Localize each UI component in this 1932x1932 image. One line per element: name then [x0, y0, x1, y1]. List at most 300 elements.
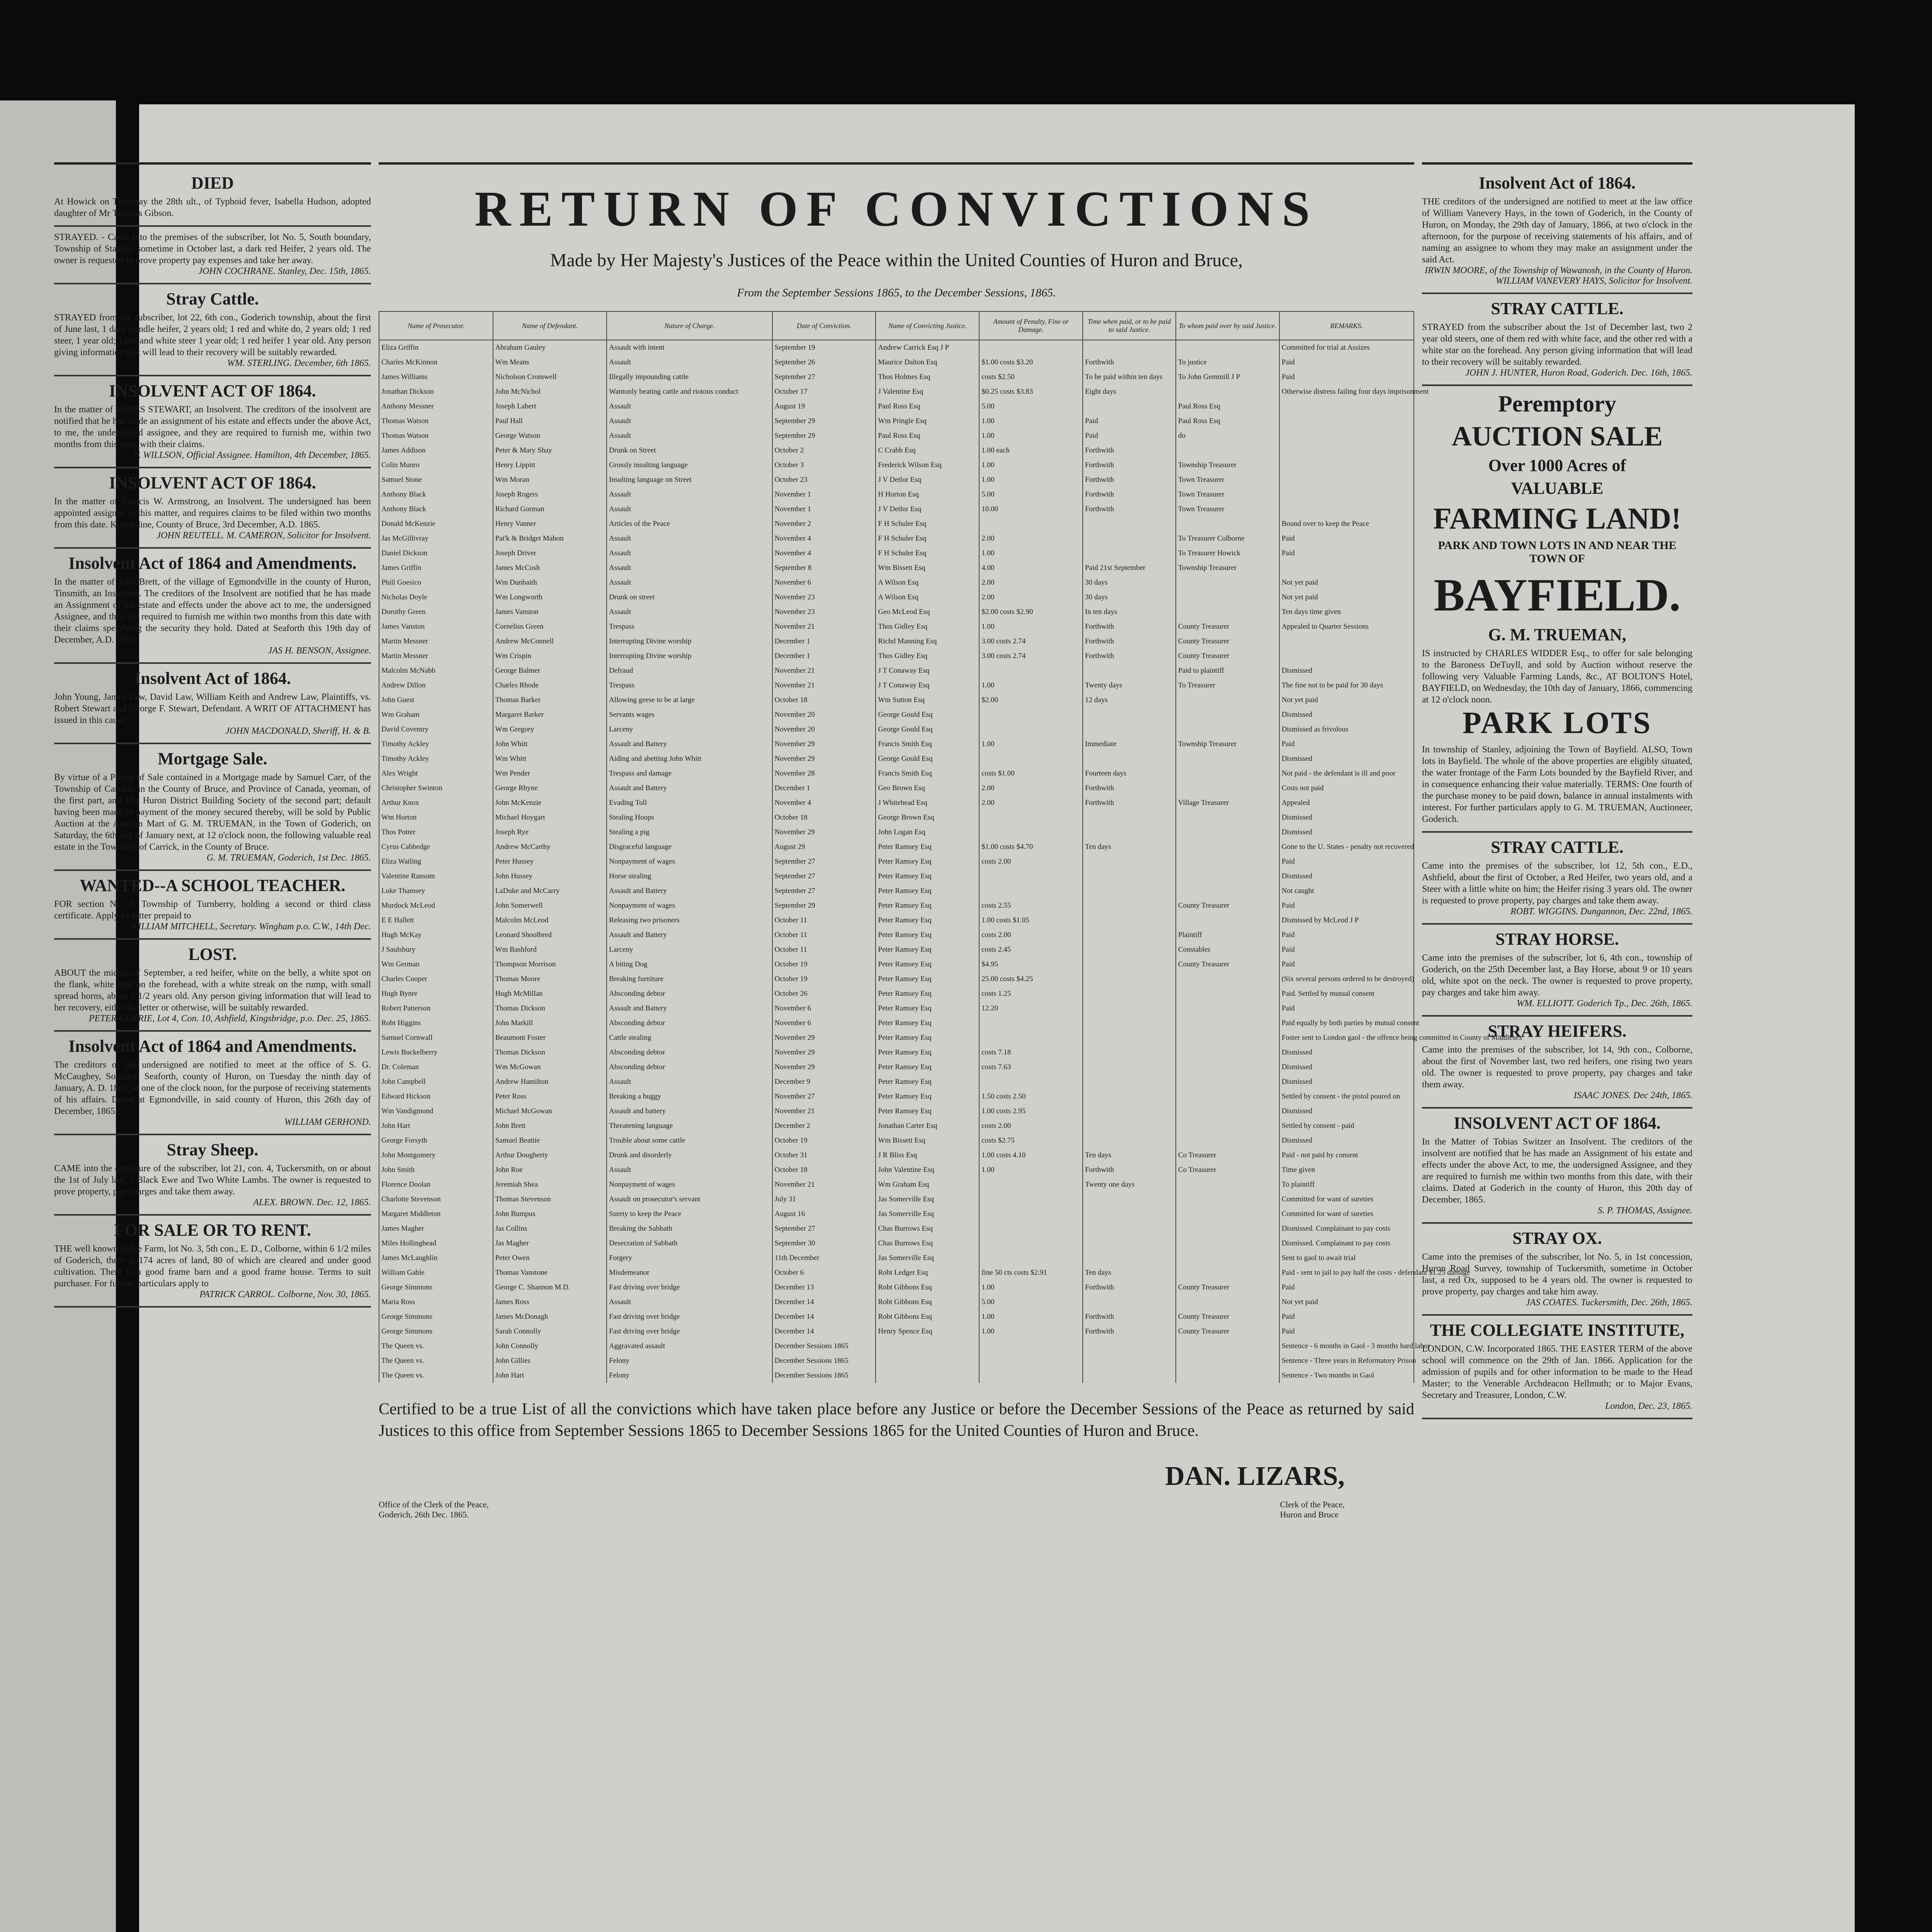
table-cell: Illegally impounding cattle — [607, 370, 772, 384]
table-cell: 1.00 — [979, 1310, 1083, 1324]
table-cell: December Sessions 1865 — [772, 1339, 876, 1354]
table-cell — [1279, 429, 1414, 443]
table-cell: George Simmons — [379, 1310, 493, 1324]
ad-heading: INSOLVENT ACT OF 1864. — [109, 381, 316, 400]
table-cell: Francis Smith Esq — [876, 766, 979, 781]
table-cell: Forthwith — [1083, 649, 1176, 663]
table-cell — [1176, 913, 1279, 928]
table-cell: Paid — [1279, 737, 1414, 752]
table-cell: Peter Ramsey Esq — [876, 942, 979, 957]
table-cell: September 8 — [772, 561, 876, 575]
table-cell: September 29 — [772, 414, 876, 429]
table-cell: Assault — [607, 531, 772, 546]
table-cell: Jas McGillivray — [379, 531, 493, 546]
table-cell: Wm Dunbaith — [493, 575, 607, 590]
table-cell: George Watson — [493, 429, 607, 443]
table-cell: Cornelius Green — [493, 619, 607, 634]
table-cell: Hugh McMillan — [493, 986, 607, 1001]
table-cell — [1083, 884, 1176, 898]
insolvent-notice — [1422, 168, 1692, 294]
table-cell: Ten days — [1083, 1148, 1176, 1163]
table-cell: Peter Ramsey Esq — [876, 1075, 979, 1089]
table-cell: 1.00 — [979, 414, 1083, 429]
table-cell — [1176, 752, 1279, 766]
table-cell — [1176, 707, 1279, 722]
table-cell: Forgery — [607, 1251, 772, 1265]
table-cell: November 23 — [772, 590, 876, 605]
table-cell: 12.20 — [979, 1001, 1083, 1016]
table-cell: November 29 — [772, 1060, 876, 1075]
table-cell: Not yet paid — [1279, 1295, 1414, 1310]
table-cell: December 14 — [772, 1310, 876, 1324]
table-cell: December 2 — [772, 1119, 876, 1133]
table-cell: 2.00 — [979, 590, 1083, 605]
table-cell: September 27 — [772, 854, 876, 869]
table-cell: November 27 — [772, 1089, 876, 1104]
table-row — [379, 1016, 1414, 1031]
table-cell — [1176, 810, 1279, 825]
table-cell: Not paid - the defendant is ill and poor — [1279, 766, 1414, 781]
table-cell: Beaumont Foster — [493, 1031, 607, 1045]
ad-body: STRAYED from the subscriber about the 1st of December last, two 2 year old steers, one of them red with white face, and the other red with a white star on the forehead. Any person giving information that will lead to their recovery will be suitably rewarded. — [1422, 322, 1692, 367]
table-cell: 1.00 — [979, 1280, 1083, 1295]
table-cell: Co Treasurer — [1176, 1163, 1279, 1177]
advertisement — [1422, 1224, 1692, 1316]
table-cell: $4.95 — [979, 957, 1083, 972]
advertisement — [1422, 1017, 1692, 1109]
table-cell: Forthwith — [1083, 1163, 1176, 1177]
table-cell: October 19 — [772, 972, 876, 986]
table-cell: Thomas Barker — [493, 693, 607, 707]
table-cell: September 26 — [772, 355, 876, 370]
table-cell: James Ross — [493, 1295, 607, 1310]
table-cell: J Valentine Esq — [876, 384, 979, 399]
table-cell — [1176, 1295, 1279, 1310]
table-cell: Thos Gidley Esq — [876, 619, 979, 634]
table-cell: Assault on prosecutor's servant — [607, 1192, 772, 1207]
table-row — [379, 1236, 1414, 1251]
table-cell: To Treasurer Colborne — [1176, 531, 1279, 546]
ad-body: At Howick on Thursday the 28th ult., of Typhoid fever, Isabella Hudson, adopted daughter of Mr Thomas Gibson. — [54, 197, 371, 218]
table-cell: Thomas Dickson — [493, 1001, 607, 1016]
table-cell — [979, 663, 1083, 678]
table-cell: costs $1.00 — [979, 766, 1083, 781]
table-cell: Dismissed — [1279, 1060, 1414, 1075]
table-cell: Nonpayment of wages — [607, 898, 772, 913]
table-cell: 12 days — [1083, 693, 1176, 707]
table-cell: Jonathan Carter Esq — [876, 1119, 979, 1133]
park-lots-body: In township of Stanley, adjoining the Town of Bayfield. ALSO, Town lots in Bayfield. The whole of the above properties are eligibly situated, the water frontage of the Farm Lots bounded by the Bayfield River, and in consequence enhancing their value materially. TERMS: One fourth of the purchase money to be paid down, balance in annual instalments with interest. For further particulars apply to G. M. TRUEMAN, Auctioneer, Goderich. — [1422, 745, 1692, 824]
ad-heading: Mortgage Sale. — [158, 749, 267, 768]
table-cell: Trespass and damage — [607, 766, 772, 781]
table-cell: Robt Gibbons Esq — [876, 1295, 979, 1310]
table-cell: Wm Horton — [379, 810, 493, 825]
table-cell: J V Detlor Esq — [876, 502, 979, 517]
table-cell: Valentine Ransom — [379, 869, 493, 884]
table-cell: J T Conaway Esq — [876, 663, 979, 678]
table-cell — [1083, 810, 1176, 825]
table-row — [379, 1192, 1414, 1207]
table-cell — [1083, 546, 1176, 561]
table-cell: To justice — [1176, 355, 1279, 370]
ad-body: In the matter of John Brett, of the village of Egmondville in the county of Huron, Tinsmith, an Insolvent. The creditors of the Insolvent are notified that he has made an Assignment of his estate and effects under the above act to me, the undersigned Assignee, and they are required to furnish me within two months from this date with their claims specifying the security they hold. Dated at Seaforth this 19th day of December, A.D. 1865. — [54, 577, 371, 645]
table-cell — [979, 1016, 1083, 1031]
table-cell: Wm Graham Esq — [876, 1177, 979, 1192]
table-row — [379, 340, 1414, 355]
table-cell: 2.00 — [979, 781, 1083, 796]
ad-heading: THE COLLEGIATE INSTITUTE, — [1430, 1321, 1685, 1340]
table-cell: Frederick Wilson Esq — [876, 458, 979, 473]
table-cell: 25.00 costs $4.25 — [979, 972, 1083, 986]
table-cell: Peter Ramsey Esq — [876, 928, 979, 942]
table-cell: December 9 — [772, 1075, 876, 1089]
table-cell: 1.00 costs 4.10 — [979, 1148, 1083, 1163]
ad-signature: ALEX. BROWN. Dec. 12, 1865. — [253, 1197, 371, 1208]
advertisement — [54, 284, 371, 376]
table-cell: Forthwith — [1083, 355, 1176, 370]
table-cell: costs 1.25 — [979, 986, 1083, 1001]
table-cell — [1279, 561, 1414, 575]
table-cell: Forthwith — [1083, 458, 1176, 473]
table-cell: Forthwith — [1083, 443, 1176, 458]
table-cell — [1083, 1016, 1176, 1031]
table-cell: Paid - sent to jail to pay half the costs - defendant $1.25 damage — [1279, 1265, 1414, 1280]
table-cell: 1.00 costs $1.05 — [979, 913, 1083, 928]
table-cell: November 29 — [772, 737, 876, 752]
table-cell: Henry Lippitt — [493, 458, 607, 473]
table-cell — [1083, 898, 1176, 913]
table-row — [379, 634, 1414, 649]
ad-body: STRAYED from the subscriber, lot 22, 6th con., Goderich township, about the first of June last, 1 dark brindle heifer, 2 years old; 1 red and white do, 2 years old; 1 red steer, 1 year old; 1 red and white steer 1 year old; 1 red heifer 1 year old. Any person giving information that will lead to their recovery will be suitably rewarded. — [54, 313, 371, 357]
table-cell: E E Hallett — [379, 913, 493, 928]
table-cell: Breaking a buggy — [607, 1089, 772, 1104]
table-row — [379, 1354, 1414, 1368]
table-cell: George Balmer — [493, 663, 607, 678]
table-cell — [1279, 487, 1414, 502]
table-row — [379, 1001, 1414, 1016]
table-cell: $1.00 costs $3.20 — [979, 355, 1083, 370]
table-cell: Abraham Gauley — [493, 340, 607, 355]
table-cell: October 11 — [772, 942, 876, 957]
table-row — [379, 1133, 1414, 1148]
table-cell: Wm Bashford — [493, 942, 607, 957]
table-cell: Martin Messner — [379, 649, 493, 663]
table-cell — [1083, 399, 1176, 414]
table-cell: September 27 — [772, 1221, 876, 1236]
table-cell: Not yet paid — [1279, 575, 1414, 590]
table-cell: Assault — [607, 1163, 772, 1177]
advertisement — [1422, 1109, 1692, 1224]
table-cell — [979, 517, 1083, 531]
table-cell: November 29 — [772, 825, 876, 840]
advertisement — [54, 1135, 371, 1216]
table-cell: Assault and battery — [607, 1104, 772, 1119]
ad-body: John Young, James Law, David Law, William Keith and Andrew Law, Plaintiffs, vs. Robert Stewart and George F. Stewart, Defendant. A WRIT OF ATTACHMENT has issued in this cause. — [54, 692, 371, 725]
table-row — [379, 546, 1414, 561]
table-cell — [1083, 869, 1176, 884]
table-cell — [876, 1339, 979, 1354]
table-cell — [1083, 722, 1176, 737]
table-cell: October 17 — [772, 384, 876, 399]
table-cell: Wm Longworth — [493, 590, 607, 605]
table-cell: Wm Moran — [493, 473, 607, 487]
table-cell: $0.25 costs $3.83 — [979, 384, 1083, 399]
table-cell: Paid — [1279, 370, 1414, 384]
table-cell: Anthony Black — [379, 502, 493, 517]
table-cell — [1083, 1089, 1176, 1104]
table-cell: Wm Crispin — [493, 649, 607, 663]
table-cell: Timothy Ackley — [379, 737, 493, 752]
table-cell: Allowing geese to be at large — [607, 693, 772, 707]
table-cell: Robt Gibbons Esq — [876, 1310, 979, 1324]
table-row — [379, 722, 1414, 737]
table-cell — [1083, 957, 1176, 972]
table-row — [379, 913, 1414, 928]
clerk-title: Clerk of the Peace, — [1280, 1500, 1345, 1509]
table-cell: Peter Ramsey Esq — [876, 1104, 979, 1119]
table-cell: November 28 — [772, 766, 876, 781]
table-cell: Peter Ramsey Esq — [876, 972, 979, 986]
table-cell — [1176, 972, 1279, 986]
table-cell: Drunk on Street — [607, 443, 772, 458]
table-cell: F H Schuler Esq — [876, 517, 979, 531]
table-cell — [1176, 825, 1279, 840]
table-cell: J T Conaway Esq — [876, 678, 979, 693]
ad-signature: JOHN COCHRANE. Stanley, Dec. 15th, 1865. — [198, 266, 371, 276]
clerk-title-block — [1280, 1500, 1414, 1520]
table-cell: Dismissed — [1279, 810, 1414, 825]
table-cell: County Treasurer — [1176, 1280, 1279, 1295]
column-header: Nature of Charge. — [607, 311, 772, 340]
table-cell: Assault — [607, 429, 772, 443]
table-cell: Assault — [607, 1075, 772, 1089]
table-cell: Charles Rhode — [493, 678, 607, 693]
ad-heading: STRAY CATTLE. — [1491, 838, 1624, 857]
table-cell: Maria Ross — [379, 1295, 493, 1310]
table-cell: Dismissed — [1279, 663, 1414, 678]
table-row — [379, 473, 1414, 487]
table-cell: 3.00 costs 2.74 — [979, 649, 1083, 663]
table-cell: $2.00 costs $2.90 — [979, 605, 1083, 619]
table-cell — [979, 707, 1083, 722]
ad-body: Came into the premises of the subscriber, lot 6, 4th con., township of Goderich, on the 25th December last, a Bay Horse, about 9 or 10 years old, white spot on the neck. The owner is requested to prove property, pay charges and take him away. — [1422, 953, 1692, 998]
table-row — [379, 1177, 1414, 1192]
table-cell: Timothy Ackley — [379, 752, 493, 766]
table-cell: Township Treasurer — [1176, 458, 1279, 473]
park-lots-title: PARK LOTS — [1462, 706, 1652, 740]
table-cell: Dismissed. Complainant to pay costs — [1279, 1221, 1414, 1236]
table-cell: County Treasurer — [1176, 898, 1279, 913]
column-header: Amount of Penalty, Fine or Damage. — [979, 311, 1083, 340]
table-cell: 1.00 costs 2.95 — [979, 1104, 1083, 1119]
table-cell: Peter Hussey — [493, 854, 607, 869]
table-cell: Paid to plaintiff — [1176, 663, 1279, 678]
table-cell: 2.00 — [979, 796, 1083, 810]
table-cell: Hugh McKay — [379, 928, 493, 942]
table-cell: County Treasurer — [1176, 1310, 1279, 1324]
table-cell — [1176, 1251, 1279, 1265]
table-row — [379, 972, 1414, 986]
table-cell — [1176, 1119, 1279, 1133]
table-cell: Trespass — [607, 619, 772, 634]
table-cell — [1176, 1354, 1279, 1368]
table-cell — [1083, 1119, 1176, 1133]
table-cell: J R Bliss Esq — [876, 1148, 979, 1163]
table-cell: Dismissed as frivolous — [1279, 722, 1414, 737]
table-row — [379, 487, 1414, 502]
table-row — [379, 370, 1414, 384]
table-row — [379, 1280, 1414, 1295]
table-cell: Nonpayment of wages — [607, 854, 772, 869]
table-row — [379, 898, 1414, 913]
table-cell: Thos Holmes Esq — [876, 370, 979, 384]
table-cell: Peter Ramsey Esq — [876, 854, 979, 869]
table-cell: John Somerwell — [493, 898, 607, 913]
table-cell — [1176, 693, 1279, 707]
auction-acres: Over 1000 Acres of — [1488, 456, 1626, 475]
table-cell: Paul Ross Esq — [876, 429, 979, 443]
table-cell — [1083, 1045, 1176, 1060]
table-row — [379, 531, 1414, 546]
table-cell: Dismissed — [1279, 825, 1414, 840]
table-cell: 1.00 — [979, 429, 1083, 443]
table-cell: George Simmons — [379, 1280, 493, 1295]
table-cell: Robt Gibbons Esq — [876, 1280, 979, 1295]
table-cell — [1176, 1104, 1279, 1119]
table-cell: John Markill — [493, 1016, 607, 1031]
table-cell: 3.00 costs 2.74 — [979, 634, 1083, 649]
table-row — [379, 619, 1414, 634]
column-header: Name of Convicting Justice. — [876, 311, 979, 340]
table-cell: Robert Patterson — [379, 1001, 493, 1016]
auction-park: PARK AND TOWN LOTS IN AND NEAR THE TOWN OF — [1438, 539, 1677, 565]
table-cell: The Queen vs. — [379, 1368, 493, 1383]
table-cell: Joseph Labert — [493, 399, 607, 414]
table-cell: November 21 — [772, 1177, 876, 1192]
table-cell: Assault — [607, 605, 772, 619]
table-cell: George Simmons — [379, 1324, 493, 1339]
table-cell — [979, 1031, 1083, 1045]
table-cell: Forthwith — [1083, 1280, 1176, 1295]
ad-signature: JAS COATES. Tuckersmith, Dec. 26th, 1865. — [1526, 1298, 1692, 1308]
table-cell: Assault — [607, 546, 772, 561]
table-cell: Peter Ramsey Esq — [876, 1089, 979, 1104]
table-cell: Dismissed — [1279, 1104, 1414, 1119]
table-cell: Assault and Battery — [607, 737, 772, 752]
table-cell: Alex Wright — [379, 766, 493, 781]
table-cell: Trespass — [607, 678, 772, 693]
table-cell: LaDuke and McCarry — [493, 884, 607, 898]
table-cell: Absconding debtor — [607, 986, 772, 1001]
table-row — [379, 781, 1414, 796]
auction-auctioneer: G. M. TRUEMAN, — [1488, 625, 1626, 644]
ad-heading: WANTED--A SCHOOL TEACHER. — [80, 876, 345, 895]
table-cell: Jeremiah Shea — [493, 1177, 607, 1192]
table-cell: 1.00 — [979, 458, 1083, 473]
table-cell: Thomas Watson — [379, 414, 493, 429]
column-header: To whom paid over by said Justice. — [1176, 311, 1279, 340]
table-cell: County Treasurer — [1176, 619, 1279, 634]
table-cell: Peter Ramsey Esq — [876, 898, 979, 913]
table-cell: To John Gemmill J P — [1176, 370, 1279, 384]
table-cell: Dr. Coleman — [379, 1060, 493, 1075]
table-cell: Sentence - Three years in Reformatory Prison — [1279, 1354, 1414, 1368]
table-cell: Wm Vandigmond — [379, 1104, 493, 1119]
table-cell: J Whitehead Esq — [876, 796, 979, 810]
table-cell: Wm Whitt — [493, 752, 607, 766]
table-cell: Paid — [1279, 898, 1414, 913]
table-cell: Forthwith — [1083, 619, 1176, 634]
table-row — [379, 517, 1414, 531]
clerk-counties: Huron and Bruce — [1280, 1510, 1339, 1519]
table-cell: Lewis Buckelberry — [379, 1045, 493, 1060]
table-cell — [1083, 340, 1176, 355]
table-cell: Paid - not paid by consent — [1279, 1148, 1414, 1163]
table-cell: Edward Hickson — [379, 1089, 493, 1104]
table-cell: Assault — [607, 502, 772, 517]
table-cell: Co Treasurer — [1176, 1148, 1279, 1163]
table-cell: December 14 — [772, 1295, 876, 1310]
table-cell: November 20 — [772, 707, 876, 722]
table-cell: Pat'k & Bridget Mahon — [493, 531, 607, 546]
table-cell — [1176, 869, 1279, 884]
table-cell — [1176, 1192, 1279, 1207]
table-cell: John Hart — [493, 1368, 607, 1383]
table-cell: Peter Ramsey Esq — [876, 869, 979, 884]
table-cell: Peter Ramsey Esq — [876, 957, 979, 972]
table-row — [379, 1031, 1414, 1045]
ad-heading: STRAY HORSE. — [1495, 930, 1619, 949]
column-rule — [54, 162, 371, 165]
table-cell: Town Treasurer — [1176, 502, 1279, 517]
table-cell: Surety to keep the Peace — [607, 1207, 772, 1221]
table-row — [379, 1324, 1414, 1339]
table-cell: December Sessions 1865 — [772, 1354, 876, 1368]
table-cell: Malcolm McNabb — [379, 663, 493, 678]
table-cell: Peter Ramsey Esq — [876, 840, 979, 854]
table-cell: Aiding and abetting John Whitt — [607, 752, 772, 766]
table-cell: John Campbell — [379, 1075, 493, 1089]
ad-signature: PETER GORRIE, Lot 4, Con. 10, Ashfield, Kingsbridge, p.o. Dec. 25, 1865. — [88, 1014, 371, 1024]
table-cell: October 19 — [772, 1133, 876, 1148]
ad-heading: STRAY OX. — [1512, 1229, 1602, 1248]
table-row — [379, 1221, 1414, 1236]
table-cell: October 11 — [772, 928, 876, 942]
table-cell: 4.00 — [979, 561, 1083, 575]
column-header: REMARKS. — [1279, 311, 1414, 340]
table-cell: Andrew Carrick Esq J P — [876, 340, 979, 355]
table-cell: November 6 — [772, 575, 876, 590]
table-row — [379, 1148, 1414, 1163]
table-cell: Servants wages — [607, 707, 772, 722]
table-cell: Wm McGowan — [493, 1060, 607, 1075]
table-cell: Wm Pringle Esq — [876, 414, 979, 429]
table-cell — [1083, 1075, 1176, 1089]
table-cell — [1279, 649, 1414, 663]
table-row — [379, 429, 1414, 443]
table-cell: October 31 — [772, 1148, 876, 1163]
table-cell: Town Treasurer — [1176, 487, 1279, 502]
table-cell: To be paid within ten days — [1083, 370, 1176, 384]
table-cell: September 30 — [772, 1236, 876, 1251]
table-cell: Fourteen days — [1083, 766, 1176, 781]
table-cell: Trouble about some cattle — [607, 1133, 772, 1148]
table-cell: Eliza Watling — [379, 854, 493, 869]
table-cell: 1.00 — [979, 473, 1083, 487]
table-cell: December 1 — [772, 649, 876, 663]
table-cell — [876, 1354, 979, 1368]
table-cell: Appealed to Quarter Sessions — [1279, 619, 1414, 634]
